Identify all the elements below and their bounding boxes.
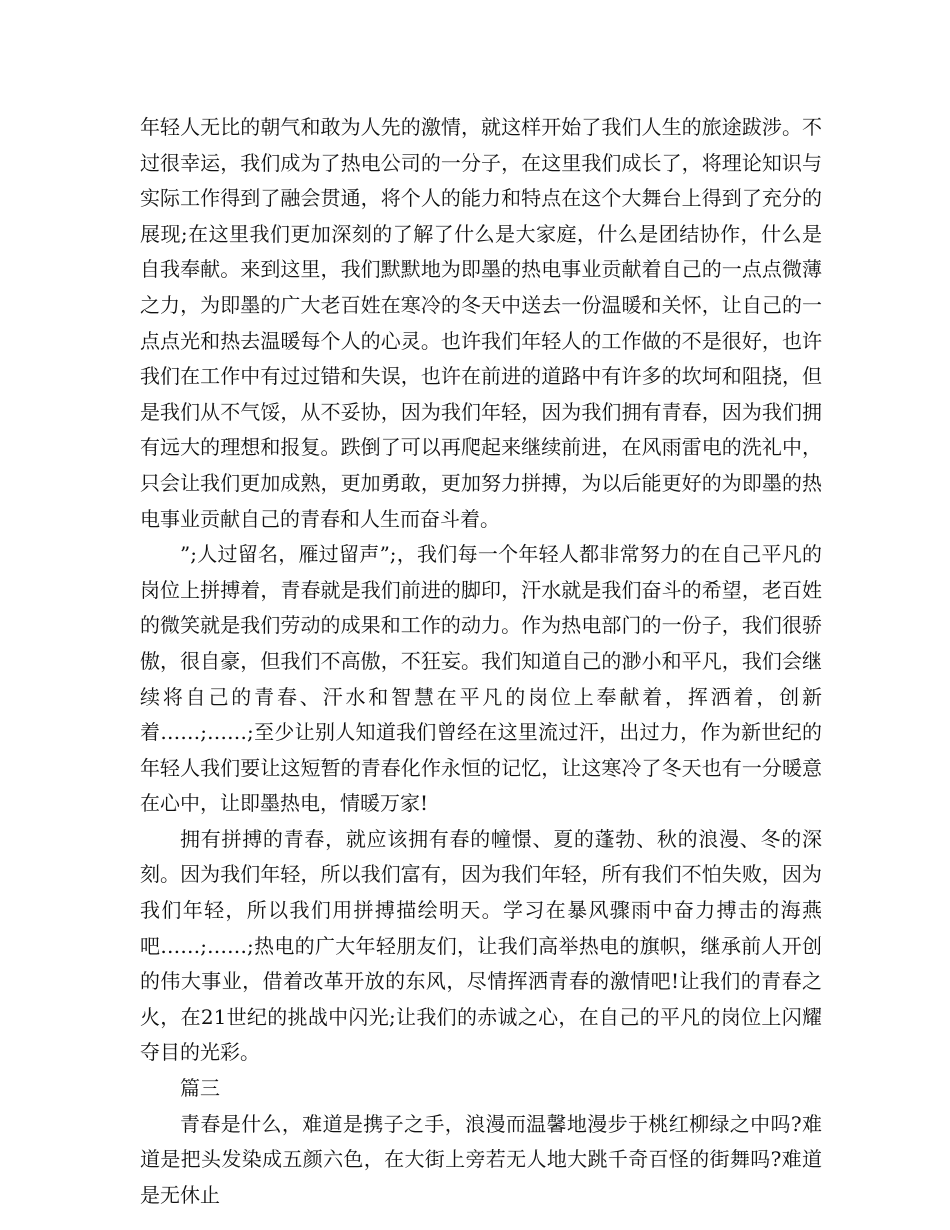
paragraph-final: 青春是什么，难道是携子之手，浪漫而温馨地漫步于桃红柳绿之中吗?难道是把头发染成五颜六色，在大街上旁若无人地大跳千奇百怪的街舞吗?难道是无休止 xyxy=(140,1111,822,1207)
section-heading: 篇三 xyxy=(180,1076,220,1101)
paragraph-quote: ”;人过留名，雁过留声”;，我们每一个年轻人都非常努力的在自己平凡的岗位上拼搏着，青春就是我们前进的脚印，汗水就是我们奋斗的希望，老百姓的微笑就是我们劳动的成果和工作的动力。作为热电部门的一份子，我们很骄傲，很自豪，但我们不高傲，不狂妄。我们知道自己的渺小和平凡，我们会继续将自己的青春、汗水和智慧在平凡的岗位上奉献着，挥洒着，创新着……;……;至少让别人知道我们曾经在这里流过汗，出过力，作为新世纪的年轻人我们要让这短暂的青春化作永恒的记忆，让这寒冷了冬天也有一分暖意在心中，让即墨热电，情暖万家! xyxy=(140,542,822,816)
paragraph-continued: 年轻人无比的朝气和敢为人先的激情，就这样开始了我们人生的旅途跋涉。不过很幸运，我们成为了热电公司的一分子，在这里我们成长了，将理论知识与实际工作得到了融会贯通，将个人的能力和特点在这个大舞台上得到了充分的展现;在这里我们更加深刻的了解了什么是大家庭，什么是团结协作，什么是自我奉献。来到这里，我们默默地为即墨的热电事业贡献着自己的一点点微薄之力，为即墨的广大老百姓在寒冷的冬天中送去一份温暖和关怀，让自己的一点点光和热去温暖每个人的心灵。也许我们年轻人的工作做的不是很好，也许我们在工作中有过过错和失误，也许在前进的道路中有许多的坎坷和阻挠，但是我们从不气馁，从不妥协，因为我们年轻，因为我们拥有青春，因为我们拥有远大的理想和报复。跌倒了可以再爬起来继续前进，在风雨雷电的洗礼中，只会让我们更加成熟，更加勇敢，更加努力拼搏，为以后能更好的为即墨的热电事业贡献自己的青春和人生而奋斗着。 xyxy=(140,115,822,531)
paragraph-youth: 拥有拼搏的青春，就应该拥有春的幢憬、夏的蓬勃、秋的浪漫、冬的深刻。因为我们年轻，所以我们富有，因为我们年轻，所有我们不怕失败，因为我们年轻，所以我们用拼搏描绘明天。学习在暴风骤雨中奋力搏击的海燕吧……;……;热电的广大年轻朋友们，让我们高举热电的旗帜，继承前人开创的伟大事业，借着改革开放的东风，尽情挥洒青春的激情吧!让我们的青春之火，在21世纪的挑战中闪光;让我们的赤诚之心，在自己的平凡的岗位上闪耀夺目的光彩。 xyxy=(140,826,822,1065)
document-body xyxy=(140,110,822,1213)
